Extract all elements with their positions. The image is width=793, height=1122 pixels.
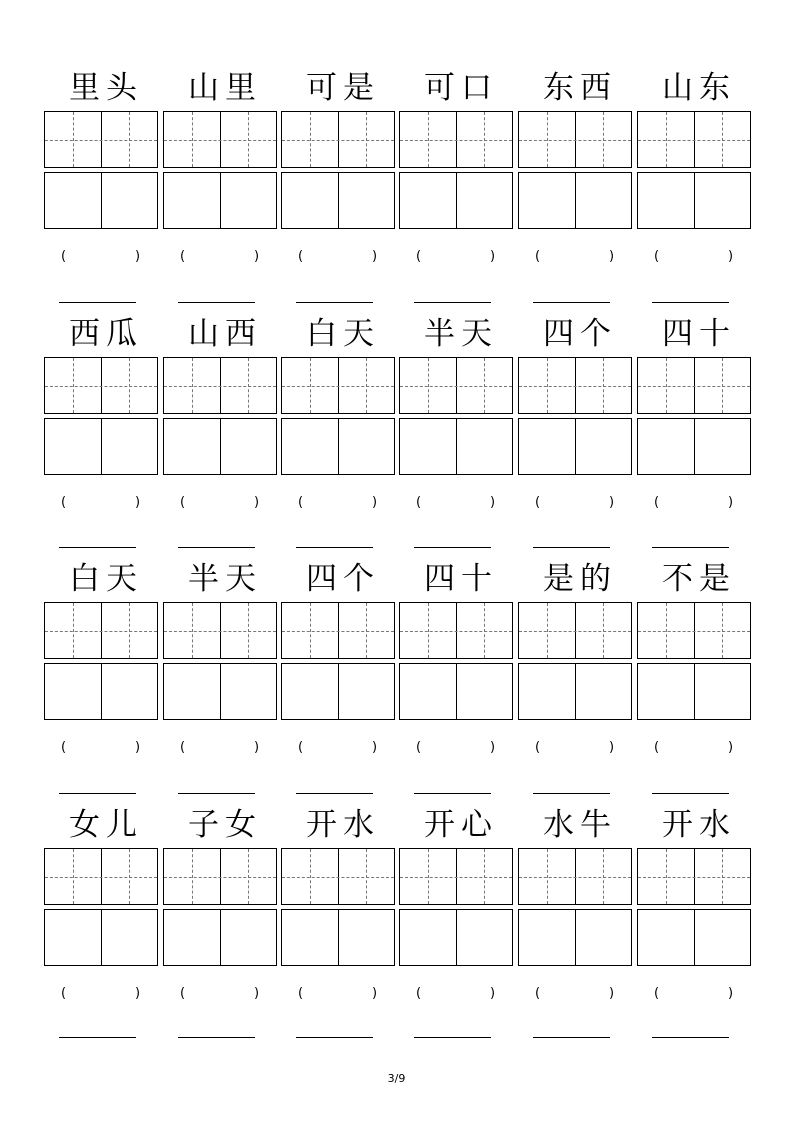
open-parenthesis: ( [61, 495, 67, 510]
writing-box[interactable] [637, 909, 751, 966]
word-label: 女儿 [69, 807, 143, 843]
open-parenthesis: ( [298, 740, 304, 755]
word-cell [44, 799, 162, 1044]
answer-line[interactable] [296, 547, 373, 548]
word-cell [399, 308, 517, 553]
close-parenthesis: ) [372, 495, 378, 510]
writing-box[interactable] [163, 663, 277, 720]
box-center-line [101, 419, 102, 474]
word-cell [399, 62, 517, 307]
box-center-line [220, 173, 221, 228]
writing-box[interactable] [518, 418, 632, 475]
answer-line[interactable] [296, 302, 373, 303]
grid-guide-line [519, 631, 631, 632]
word-label: 是的 [543, 561, 617, 597]
page-number: 3/9 [387, 1072, 406, 1085]
word-cell [637, 553, 755, 798]
writing-box[interactable] [281, 172, 395, 229]
grid-guide-line [638, 386, 750, 387]
tianzige-grid[interactable] [637, 848, 751, 905]
answer-line[interactable] [414, 547, 491, 548]
word-label: 水牛 [543, 807, 617, 843]
tianzige-grid[interactable] [399, 602, 513, 659]
box-center-line [456, 910, 457, 965]
close-parenthesis: ) [372, 249, 378, 264]
open-parenthesis: ( [298, 986, 304, 1001]
close-parenthesis: ) [609, 495, 615, 510]
close-parenthesis: ) [135, 495, 141, 510]
grid-guide-line [164, 140, 276, 141]
grid-guide-line [638, 631, 750, 632]
grid-guide-line [638, 140, 750, 141]
writing-box[interactable] [637, 418, 751, 475]
close-parenthesis: ) [254, 249, 260, 264]
writing-box[interactable] [399, 172, 513, 229]
box-center-line [575, 419, 576, 474]
grid-guide-line [164, 386, 276, 387]
writing-box[interactable] [163, 909, 277, 966]
answer-line[interactable] [296, 1037, 373, 1038]
close-parenthesis: ) [728, 986, 734, 1001]
grid-guide-line [164, 877, 276, 878]
word-label: 西瓜 [69, 316, 143, 352]
answer-line[interactable] [533, 793, 610, 794]
open-parenthesis: ( [61, 249, 67, 264]
open-parenthesis: ( [416, 249, 422, 264]
answer-line[interactable] [59, 547, 136, 548]
grid-guide-line [45, 631, 157, 632]
tianzige-grid[interactable] [399, 848, 513, 905]
answer-line[interactable] [296, 793, 373, 794]
word-label: 四十 [424, 561, 498, 597]
word-cell [281, 553, 399, 798]
open-parenthesis: ( [535, 249, 541, 264]
box-center-line [101, 664, 102, 719]
open-parenthesis: ( [535, 740, 541, 755]
box-center-line [220, 910, 221, 965]
answer-line[interactable] [533, 302, 610, 303]
word-label: 开心 [424, 807, 498, 843]
writing-box[interactable] [399, 663, 513, 720]
tianzige-grid[interactable] [637, 111, 751, 168]
answer-line[interactable] [414, 302, 491, 303]
answer-line[interactable] [652, 1037, 729, 1038]
writing-box[interactable] [518, 172, 632, 229]
word-label: 山里 [188, 70, 262, 106]
answer-line[interactable] [414, 1037, 491, 1038]
box-center-line [694, 419, 695, 474]
open-parenthesis: ( [654, 740, 660, 755]
tianzige-grid[interactable] [163, 357, 277, 414]
writing-box[interactable] [281, 418, 395, 475]
box-center-line [456, 173, 457, 228]
close-parenthesis: ) [609, 740, 615, 755]
word-cell [399, 799, 517, 1044]
tianzige-grid[interactable] [281, 602, 395, 659]
box-center-line [220, 664, 221, 719]
tianzige-grid[interactable] [399, 111, 513, 168]
answer-line[interactable] [178, 547, 255, 548]
open-parenthesis: ( [298, 495, 304, 510]
word-cell [637, 308, 755, 553]
grid-guide-line [45, 140, 157, 141]
writing-box[interactable] [44, 663, 158, 720]
tianzige-grid[interactable] [163, 848, 277, 905]
tianzige-grid[interactable] [637, 357, 751, 414]
answer-line[interactable] [533, 547, 610, 548]
answer-line[interactable] [652, 547, 729, 548]
tianzige-grid[interactable] [44, 111, 158, 168]
open-parenthesis: ( [416, 495, 422, 510]
tianzige-grid[interactable] [281, 357, 395, 414]
box-center-line [338, 910, 339, 965]
word-cell [637, 799, 755, 1044]
grid-guide-line [519, 877, 631, 878]
word-label: 山西 [188, 316, 262, 352]
open-parenthesis: ( [180, 249, 186, 264]
word-cell [281, 308, 399, 553]
box-center-line [456, 419, 457, 474]
grid-guide-line [282, 140, 394, 141]
word-cell [44, 62, 162, 307]
word-label: 里头 [69, 70, 143, 106]
grid-guide-line [400, 140, 512, 141]
close-parenthesis: ) [254, 986, 260, 1001]
open-parenthesis: ( [416, 986, 422, 1001]
word-row [0, 62, 793, 307]
grid-guide-line [282, 386, 394, 387]
writing-box[interactable] [399, 418, 513, 475]
open-parenthesis: ( [180, 495, 186, 510]
box-center-line [575, 173, 576, 228]
writing-box[interactable] [44, 909, 158, 966]
word-label: 不是 [662, 561, 736, 597]
tianzige-grid[interactable] [281, 111, 395, 168]
word-label: 山东 [662, 70, 736, 106]
close-parenthesis: ) [490, 495, 496, 510]
close-parenthesis: ) [490, 249, 496, 264]
tianzige-grid[interactable] [518, 848, 632, 905]
word-label: 开水 [662, 807, 736, 843]
answer-line[interactable] [178, 793, 255, 794]
word-row [0, 553, 793, 798]
close-parenthesis: ) [135, 740, 141, 755]
word-cell [163, 799, 281, 1044]
answer-line[interactable] [533, 1037, 610, 1038]
word-label: 半天 [424, 316, 498, 352]
writing-box[interactable] [281, 909, 395, 966]
word-label: 开水 [306, 807, 380, 843]
close-parenthesis: ) [490, 740, 496, 755]
grid-guide-line [45, 877, 157, 878]
tianzige-grid[interactable] [518, 602, 632, 659]
writing-box[interactable] [637, 172, 751, 229]
close-parenthesis: ) [728, 249, 734, 264]
open-parenthesis: ( [61, 986, 67, 1001]
tianzige-grid[interactable] [44, 357, 158, 414]
tianzige-grid[interactable] [44, 848, 158, 905]
word-cell [281, 799, 399, 1044]
close-parenthesis: ) [254, 740, 260, 755]
close-parenthesis: ) [609, 986, 615, 1001]
word-label: 可是 [306, 70, 380, 106]
box-center-line [575, 664, 576, 719]
box-center-line [456, 664, 457, 719]
writing-box[interactable] [44, 418, 158, 475]
writing-box[interactable] [44, 172, 158, 229]
close-parenthesis: ) [135, 986, 141, 1001]
tianzige-grid[interactable] [163, 602, 277, 659]
tianzige-grid[interactable] [518, 357, 632, 414]
word-label: 四个 [543, 316, 617, 352]
open-parenthesis: ( [535, 495, 541, 510]
word-cell [518, 553, 636, 798]
word-label: 可口 [424, 70, 498, 106]
open-parenthesis: ( [416, 740, 422, 755]
word-cell [163, 553, 281, 798]
answer-line[interactable] [59, 302, 136, 303]
grid-guide-line [400, 631, 512, 632]
answer-line[interactable] [652, 302, 729, 303]
close-parenthesis: ) [490, 986, 496, 1001]
grid-guide-line [164, 631, 276, 632]
word-label: 白天 [69, 561, 143, 597]
box-center-line [338, 664, 339, 719]
answer-line[interactable] [414, 793, 491, 794]
word-label: 四十 [662, 316, 736, 352]
open-parenthesis: ( [654, 495, 660, 510]
grid-guide-line [45, 386, 157, 387]
box-center-line [694, 173, 695, 228]
open-parenthesis: ( [180, 740, 186, 755]
word-cell [44, 308, 162, 553]
grid-guide-line [519, 140, 631, 141]
open-parenthesis: ( [654, 249, 660, 264]
writing-box[interactable] [163, 418, 277, 475]
grid-guide-line [282, 877, 394, 878]
writing-box[interactable] [518, 909, 632, 966]
grid-guide-line [519, 386, 631, 387]
writing-box[interactable] [399, 909, 513, 966]
answer-line[interactable] [178, 1037, 255, 1038]
word-label: 半天 [188, 561, 262, 597]
open-parenthesis: ( [654, 986, 660, 1001]
word-label: 四个 [306, 561, 380, 597]
word-cell [518, 62, 636, 307]
close-parenthesis: ) [372, 740, 378, 755]
grid-guide-line [400, 877, 512, 878]
word-cell [518, 799, 636, 1044]
grid-guide-line [638, 877, 750, 878]
word-label: 白天 [306, 316, 380, 352]
close-parenthesis: ) [372, 986, 378, 1001]
open-parenthesis: ( [535, 986, 541, 1001]
answer-line[interactable] [59, 1037, 136, 1038]
writing-box[interactable] [281, 663, 395, 720]
open-parenthesis: ( [180, 986, 186, 1001]
word-label: 子女 [188, 807, 262, 843]
writing-box[interactable] [637, 663, 751, 720]
open-parenthesis: ( [61, 740, 67, 755]
grid-guide-line [282, 631, 394, 632]
word-cell [163, 308, 281, 553]
word-row [0, 799, 793, 1044]
answer-line[interactable] [59, 793, 136, 794]
word-cell [637, 62, 755, 307]
close-parenthesis: ) [728, 495, 734, 510]
word-label: 东西 [543, 70, 617, 106]
box-center-line [220, 419, 221, 474]
close-parenthesis: ) [728, 740, 734, 755]
box-center-line [101, 910, 102, 965]
box-center-line [694, 664, 695, 719]
box-center-line [338, 173, 339, 228]
writing-box[interactable] [163, 172, 277, 229]
answer-line[interactable] [652, 793, 729, 794]
word-cell [518, 308, 636, 553]
tianzige-grid[interactable] [399, 357, 513, 414]
box-center-line [694, 910, 695, 965]
word-cell [163, 62, 281, 307]
tianzige-grid[interactable] [518, 111, 632, 168]
box-center-line [575, 910, 576, 965]
word-row [0, 308, 793, 553]
close-parenthesis: ) [254, 495, 260, 510]
answer-line[interactable] [178, 302, 255, 303]
tianzige-grid[interactable] [281, 848, 395, 905]
writing-box[interactable] [518, 663, 632, 720]
open-parenthesis: ( [298, 249, 304, 264]
close-parenthesis: ) [135, 249, 141, 264]
close-parenthesis: ) [609, 249, 615, 264]
tianzige-grid[interactable] [44, 602, 158, 659]
grid-guide-line [400, 386, 512, 387]
tianzige-grid[interactable] [637, 602, 751, 659]
box-center-line [338, 419, 339, 474]
word-cell [44, 553, 162, 798]
tianzige-grid[interactable] [163, 111, 277, 168]
word-cell [281, 62, 399, 307]
word-cell [399, 553, 517, 798]
box-center-line [101, 173, 102, 228]
